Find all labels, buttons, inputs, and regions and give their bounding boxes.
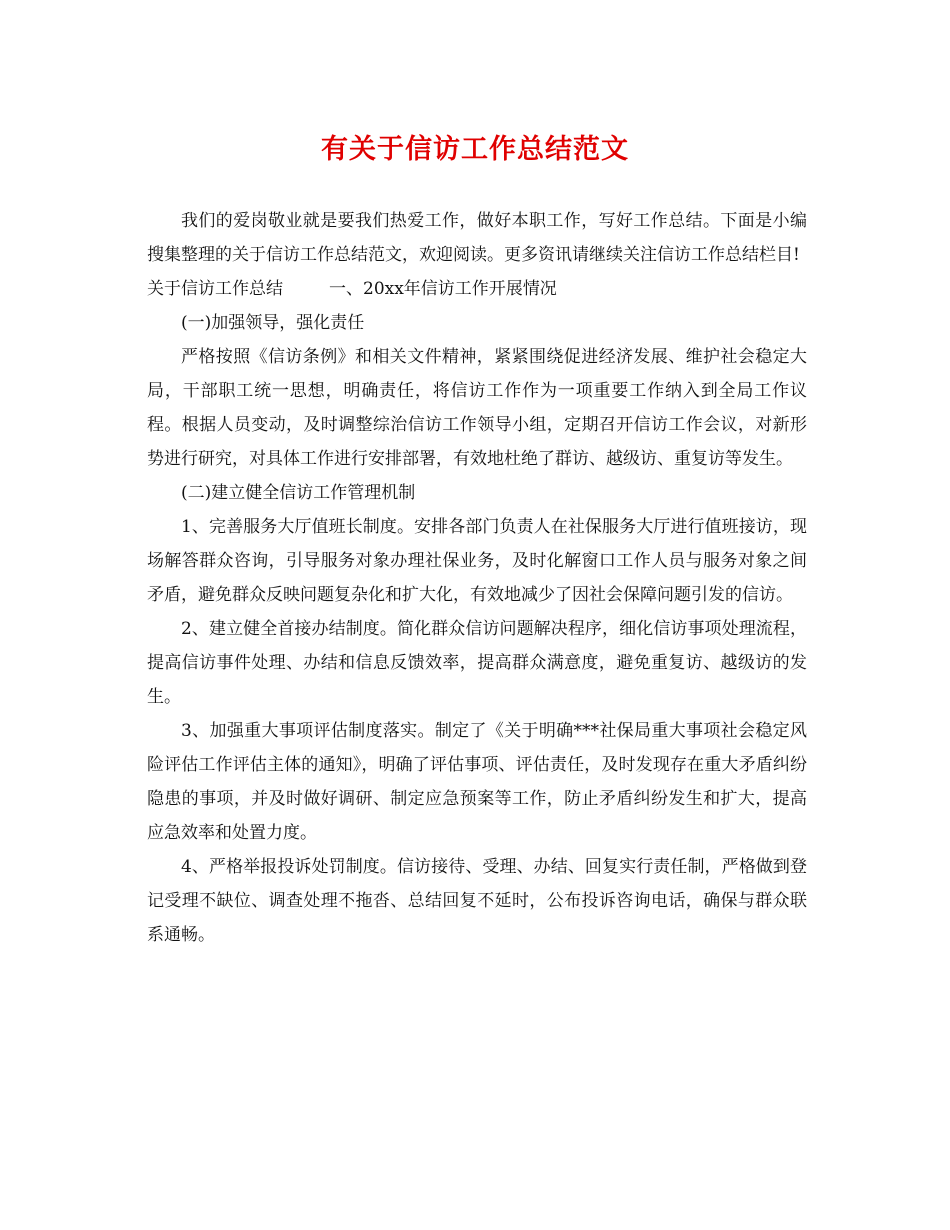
document-title: 有关于信访工作总结范文 xyxy=(321,134,629,165)
subsection-heading-1: (一)加强领导，强化责任 xyxy=(181,313,365,333)
document-body xyxy=(147,204,807,952)
list-item-3: 3、加强重大事项评估制度落实。制定了《关于明确***社保局重大事项社会稳定风险评估工作评估主体的通知》，明确了评估事项、评估责任，及时发现存在重大矛盾纠纷隐患的事项，并及时做好调研、制定应急预案等工作，防止矛盾纠纷发生和扩大，提高应急效率和处置力度。 xyxy=(147,721,807,843)
subsection-paragraph-1: 严格按照《信访条例》和相关文件精神，紧紧围绕促进经济发展、维护社会稳定大局，干部职工统一思想，明确责任，将信访工作作为一项重要工作纳入到全局工作议程。根据人员变动，及时调整综治信访工作领导小组，定期召开信访工作会议，对新形势进行研究，对具体工作进行安排部署，有效地杜绝了群访、越级访、重复访等发生。 xyxy=(147,347,807,469)
subsection-heading-2: (二)建立健全信访工作管理机制 xyxy=(181,483,416,503)
intro-paragraph: 我们的爱岗敬业就是要我们热爱工作，做好本职工作，写好工作总结。下面是小编搜集整理的关于信访工作总结范文，欢迎阅读。更多资讯请继续关注信访工作总结栏目! xyxy=(147,211,807,265)
section-heading: 一、20xx年信访工作开展情况 xyxy=(329,279,557,299)
section-label: 关于信访工作总结 xyxy=(147,279,283,299)
list-item-2: 2、建立健全首接办结制度。简化群众信访问题解决程序，细化信访事项处理流程，提高信访事件处理、办结和信息反馈效率，提高群众满意度，避免重复访、越级访的发生。 xyxy=(147,619,807,707)
list-item-4: 4、严格举报投诉处罚制度。信访接待、受理、办结、回复实行责任制，严格做到登记受理不缺位、调查处理不拖沓、总结回复不延时，公布投诉咨询电话，确保与群众联系通畅。 xyxy=(147,857,807,945)
section-heading-line xyxy=(147,272,807,306)
list-item-1: 1、完善服务大厅值班长制度。安排各部门负责人在社保服务大厅进行值班接访，现场解答群众咨询，引导服务对象办理社保业务，及时化解窗口工作人员与服务对象之间矛盾，避免群众反映问题复杂化和扩大化，有效地减少了因社会保障问题引发的信访。 xyxy=(147,517,807,605)
